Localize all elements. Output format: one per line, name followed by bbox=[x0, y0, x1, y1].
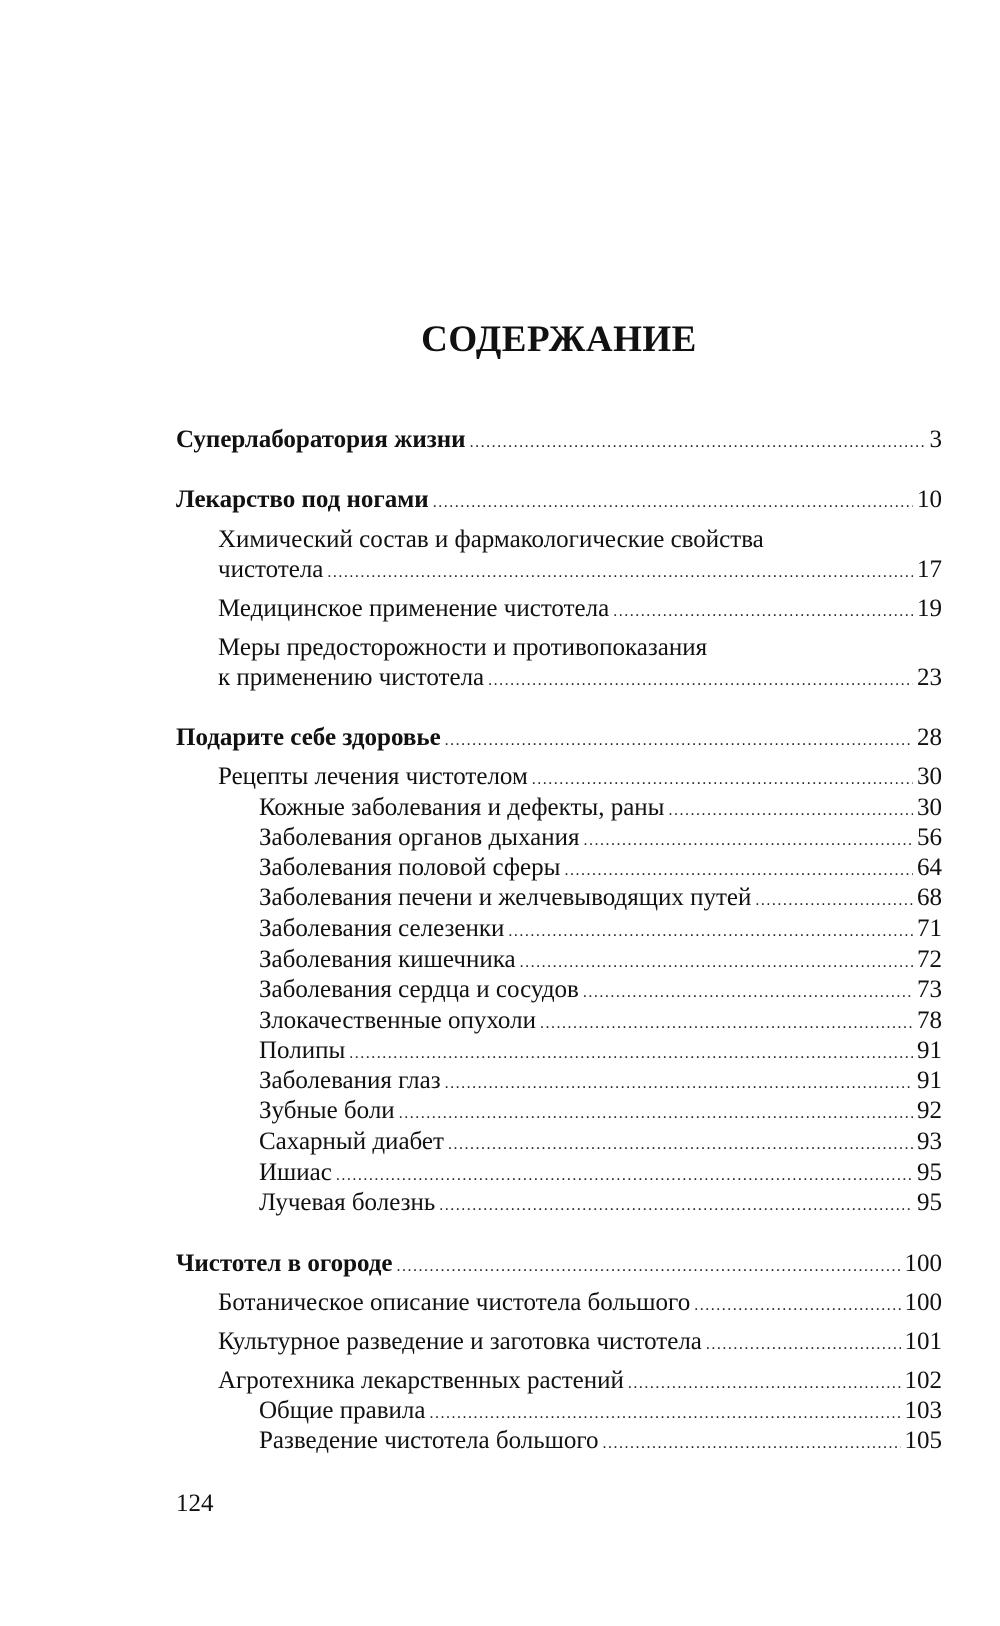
toc-entry-title: Подарите себе здоровье bbox=[176, 724, 441, 751]
toc-entry-title: Общие правила bbox=[259, 1397, 426, 1424]
toc-entry-title: Заболевания глаз bbox=[259, 1067, 441, 1094]
toc-entry-title: Агротехника лекарственных растений bbox=[218, 1367, 624, 1394]
toc-entry-title: Заболевания органов дыхания bbox=[259, 824, 580, 851]
toc-entry bbox=[259, 1096, 942, 1126]
dot-leader bbox=[564, 856, 913, 886]
toc-entry-page: 92 bbox=[917, 1097, 942, 1124]
dot-leader bbox=[448, 1130, 913, 1160]
toc-entry-page: 93 bbox=[917, 1128, 942, 1155]
toc-entry-page: 64 bbox=[917, 854, 942, 881]
toc-entry-title: Кожные заболевания и дефекты, раны bbox=[259, 794, 665, 821]
toc-entry-title: чистотела bbox=[218, 556, 324, 583]
dot-leader bbox=[397, 1252, 901, 1282]
dot-leader bbox=[508, 917, 913, 947]
toc-entry bbox=[218, 594, 942, 624]
toc-entry bbox=[176, 485, 942, 515]
toc-entry bbox=[259, 1158, 942, 1188]
toc-entry-page: 73 bbox=[917, 976, 942, 1003]
page-title: СОДЕРЖАНИЕ bbox=[421, 319, 697, 360]
dot-leader bbox=[445, 726, 913, 756]
toc-entry-page: 28 bbox=[917, 724, 942, 751]
toc-entry bbox=[259, 1426, 942, 1456]
toc-entry bbox=[259, 1066, 942, 1096]
toc-entry-title: Заболевания половой сферы bbox=[259, 854, 561, 881]
toc-entry-title: Заболевания кишечника bbox=[259, 946, 516, 973]
toc-entry bbox=[259, 1127, 942, 1157]
dot-leader bbox=[706, 1330, 901, 1360]
dot-leader bbox=[349, 1039, 913, 1069]
dot-leader bbox=[532, 765, 913, 795]
toc-entry-page: 95 bbox=[917, 1189, 942, 1216]
toc-entry-title: Заболевания селезенки bbox=[259, 915, 505, 942]
toc-entry-page: 68 bbox=[917, 884, 942, 911]
dot-leader bbox=[603, 1429, 901, 1459]
dot-leader bbox=[540, 1009, 913, 1039]
toc-entry-line1: Меры предосторожности и противопоказания bbox=[218, 634, 708, 661]
toc-entry-page: 91 bbox=[917, 1067, 942, 1094]
toc-entry-title: Разведение чистотела большого bbox=[259, 1427, 599, 1454]
toc-entry-page: 3 bbox=[929, 426, 942, 453]
toc-entry-page: 100 bbox=[904, 1289, 942, 1316]
toc-entry bbox=[259, 1396, 942, 1426]
dot-leader bbox=[433, 488, 913, 518]
toc-entry-title: Лучевая болезнь bbox=[259, 1189, 436, 1216]
toc-entry bbox=[218, 663, 942, 693]
toc-entry bbox=[259, 1188, 942, 1218]
toc-entry-title: Чистотел в огороде bbox=[176, 1250, 393, 1277]
toc-entry-title: Лекарство под ногами bbox=[176, 486, 429, 513]
toc-entry bbox=[218, 1327, 942, 1357]
dot-leader bbox=[668, 796, 913, 826]
toc-entry bbox=[218, 1288, 942, 1318]
toc-entry-page: 91 bbox=[917, 1037, 942, 1064]
toc-entry bbox=[176, 425, 942, 455]
toc-entry-page: 56 bbox=[917, 824, 942, 851]
toc-entry-page: 101 bbox=[904, 1328, 942, 1355]
dot-leader bbox=[755, 886, 913, 916]
dot-leader bbox=[429, 1399, 900, 1429]
dot-leader bbox=[399, 1099, 913, 1129]
toc-entry bbox=[259, 1006, 942, 1036]
toc-entry-page: 100 bbox=[904, 1250, 942, 1277]
dot-leader bbox=[470, 428, 926, 458]
dot-leader bbox=[520, 948, 913, 978]
toc-entry-title: Заболевания печени и желчевыводящих путей bbox=[259, 884, 752, 911]
dot-leader bbox=[488, 666, 913, 696]
toc-entry-title: Рецепты лечения чистотелом bbox=[218, 763, 528, 790]
toc-entry-page: 72 bbox=[917, 946, 942, 973]
dot-leader bbox=[336, 1161, 913, 1191]
toc-entry-title: Злокачественные опухоли bbox=[259, 1007, 536, 1034]
toc-entry-page: 103 bbox=[904, 1397, 942, 1424]
toc-entry-page: 105 bbox=[904, 1427, 942, 1454]
dot-leader bbox=[613, 597, 913, 627]
dot-leader bbox=[583, 978, 913, 1008]
toc-entry-title: Культурное разведение и заготовка чистотела bbox=[218, 1328, 702, 1355]
toc-entry-page: 30 bbox=[917, 794, 942, 821]
toc-entry-page: 23 bbox=[917, 664, 942, 691]
toc-entry-page: 30 bbox=[917, 763, 942, 790]
toc-entry-line1: Химический состав и фармакологические свойства bbox=[218, 526, 764, 553]
toc-entry-page: 71 bbox=[917, 915, 942, 942]
dot-leader bbox=[694, 1291, 900, 1321]
toc-entry-title: Медицинское применение чистотела bbox=[218, 595, 610, 622]
toc-entry-title: Ботаническое описание чистотела большого bbox=[218, 1289, 691, 1316]
toc-entry-title: к применению чистотела bbox=[218, 664, 485, 691]
dot-leader bbox=[327, 558, 913, 588]
toc-entry bbox=[259, 823, 942, 853]
toc-entry bbox=[218, 1366, 942, 1396]
toc-entry-title: Ишиас bbox=[259, 1159, 332, 1186]
toc-entry bbox=[259, 793, 942, 823]
toc-entry-page: 10 bbox=[917, 486, 942, 513]
toc-entry-title: Полипы bbox=[259, 1037, 346, 1064]
toc-entry bbox=[176, 723, 942, 753]
dot-leader bbox=[628, 1369, 901, 1399]
toc-entry bbox=[218, 762, 942, 792]
toc-entry bbox=[259, 883, 942, 913]
toc-entry-page: 78 bbox=[917, 1007, 942, 1034]
toc-entry bbox=[218, 555, 942, 585]
toc-entry bbox=[259, 914, 942, 944]
toc-entry bbox=[259, 945, 942, 975]
toc-entry-title: Зубные боли bbox=[259, 1097, 395, 1124]
toc-entry-page: 95 bbox=[917, 1159, 942, 1186]
page-number: 124 bbox=[176, 1490, 214, 1517]
toc-entry bbox=[259, 1036, 942, 1066]
toc-entry bbox=[259, 975, 942, 1005]
toc-entry-page: 102 bbox=[904, 1367, 942, 1394]
toc-entry-page: 19 bbox=[917, 595, 942, 622]
toc-entry-page: 17 bbox=[917, 556, 942, 583]
toc-entry bbox=[259, 853, 942, 883]
dot-leader bbox=[583, 826, 913, 856]
toc-entry-title: Сахарный диабет bbox=[259, 1128, 444, 1155]
dot-leader bbox=[439, 1191, 913, 1221]
dot-leader bbox=[445, 1069, 913, 1099]
toc-entry bbox=[176, 1249, 942, 1279]
toc-entry-title: Заболевания сердца и сосудов bbox=[259, 976, 579, 1003]
toc-entry-title: Суперлаборатория жизни bbox=[176, 426, 466, 453]
